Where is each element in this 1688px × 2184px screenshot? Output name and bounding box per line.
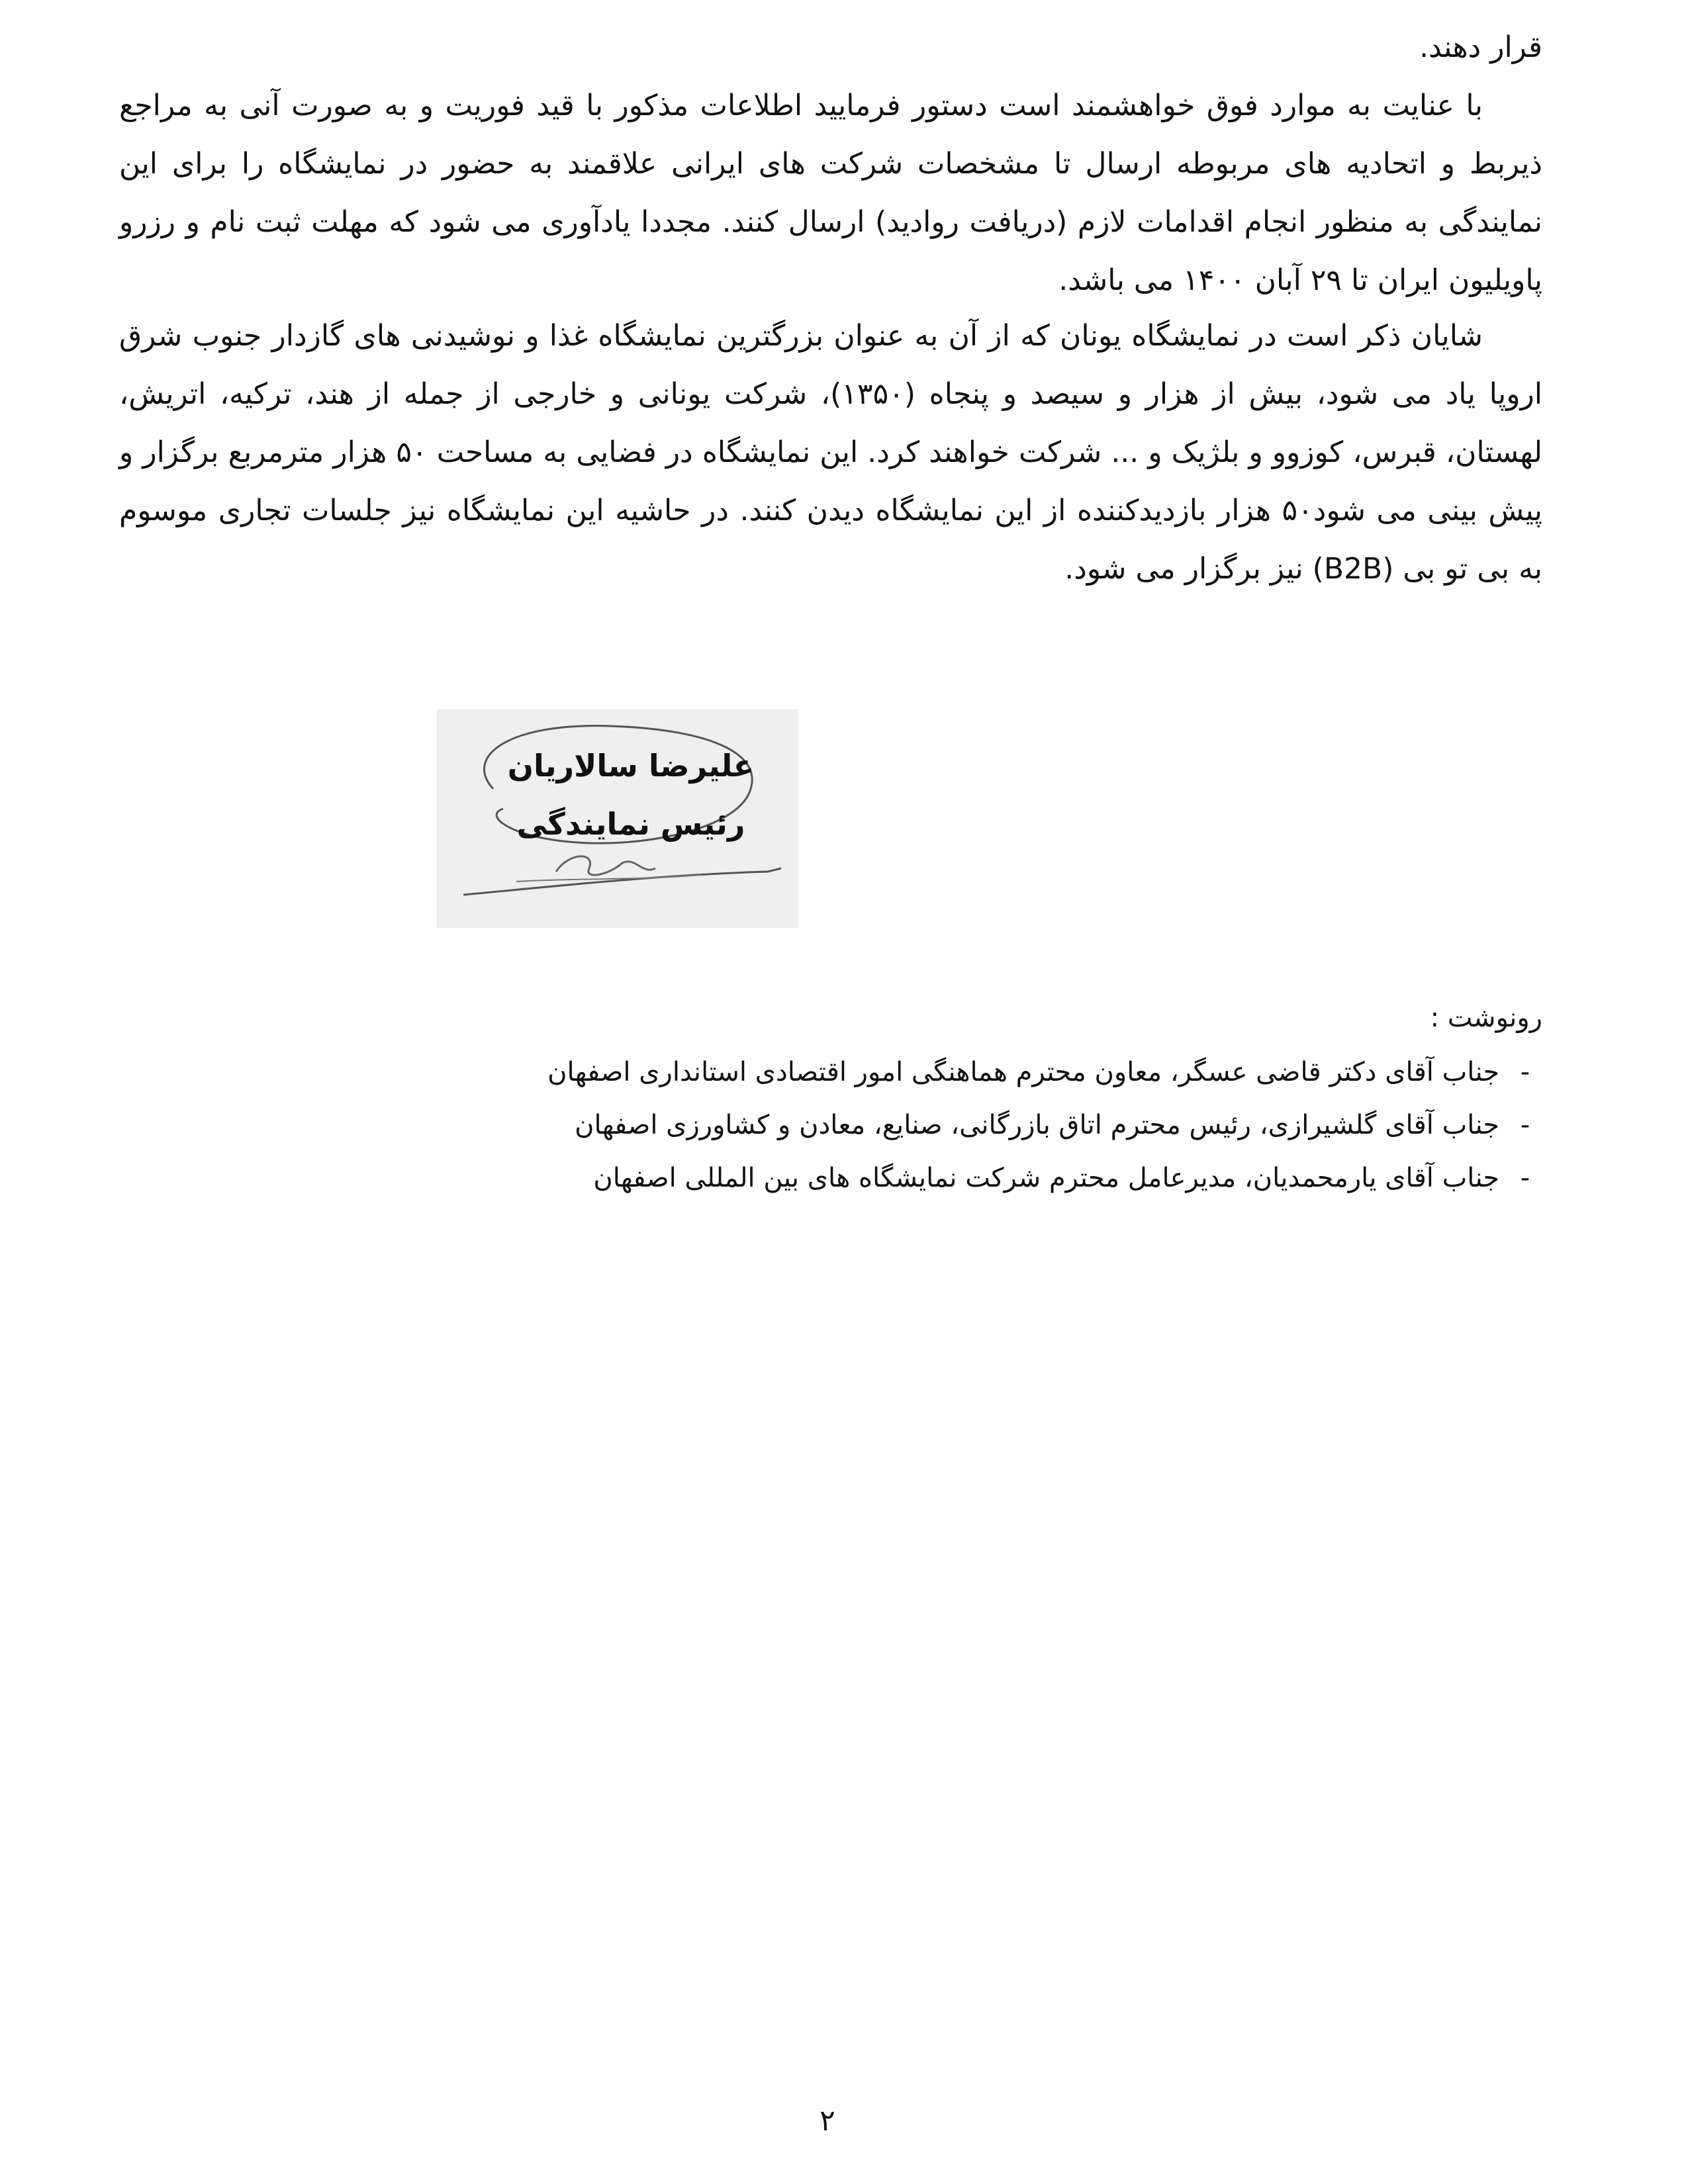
paragraph-1-text: با عنایت به موارد فوق خواهشمند است دستور فرمایید اطلاعات مذکور با قید فوریت و به صورت آنی به مراجع ذیربط و اتحادیه های مربوطه ارسال تا مشخصات شرکت های ایرانی علاقمند به حضور در نمایشگاه را برای این نمایندگی به منظور انجام اقدامات لازم (دریافت روادید) ارسال کنند. مجددا یادآوری می شود که مهلت ثبت نام و رزرو پاویلیون ایران تا ۲۹ آبان ۱۴۰۰ می باشد.: [119, 89, 1542, 297]
page-number: ۲: [820, 2104, 835, 2138]
cc-heading: رونوشت :: [1430, 1003, 1542, 1033]
bullet-dash-icon: -: [1520, 1110, 1530, 1140]
letter-paragraph-1: [119, 77, 1542, 310]
signatory-title: رئیس نمایندگی: [516, 806, 745, 842]
cc-list: [547, 1046, 1542, 1205]
cc-list-item: [547, 1152, 1542, 1205]
cc-list-item: [547, 1099, 1542, 1152]
cc-recipient: جناب آقای دکتر قاضی عسگر، معاون محترم هماهنگی امور اقتصادی استانداری اصفهان: [547, 1057, 1500, 1087]
letter-intro-line: [119, 19, 1542, 77]
intro-text: قرار دهند.: [1419, 30, 1542, 64]
signatory-name: علیرضا سالاریان: [507, 748, 755, 784]
bullet-dash-icon: -: [1520, 1163, 1530, 1193]
bullet-dash-icon: -: [1520, 1057, 1530, 1087]
cc-recipient: جناب آقای گلشیرازی، رئیس محترم اتاق بازرگانی، صنایع، معادن و کشاورزی اصفهان: [575, 1110, 1500, 1140]
paragraph-2-text: شایان ذکر است در نمایشگاه یونان که از آن به عنوان بزرگترین نمایشگاه غذا و نوشیدنی های گازدار جنوب شرق اروپا یاد می شود، بیش از هزار و سیصد و پنجاه (۱۳۵۰)، شرکت یونانی و خارجی از جمله از هند، ترکیه، اتریش، لهستان، قبرس، کوزوو و بلژیک و ... شرکت خواهند کرد. این نمایشگاه در فضایی به مساحت ۵۰ هزار مترمربع برگزار و پیش بینی می شود۵۰ هزار بازدیدکننده از این نمایشگاه دیدن کنند. در حاشیه این نمایشگاه نیز جلسات تجاری موسوم به بی تو بی (B2B) نیز برگزار می شود.: [119, 319, 1543, 586]
signature-stamp: [437, 709, 798, 928]
letter-paragraph-2: [119, 307, 1542, 598]
cc-list-item: [547, 1046, 1542, 1099]
cc-recipient: جناب آقای یارمحمدیان، مدیرعامل محترم شرکت نمایشگاه های بین المللی اصفهان: [593, 1163, 1500, 1193]
